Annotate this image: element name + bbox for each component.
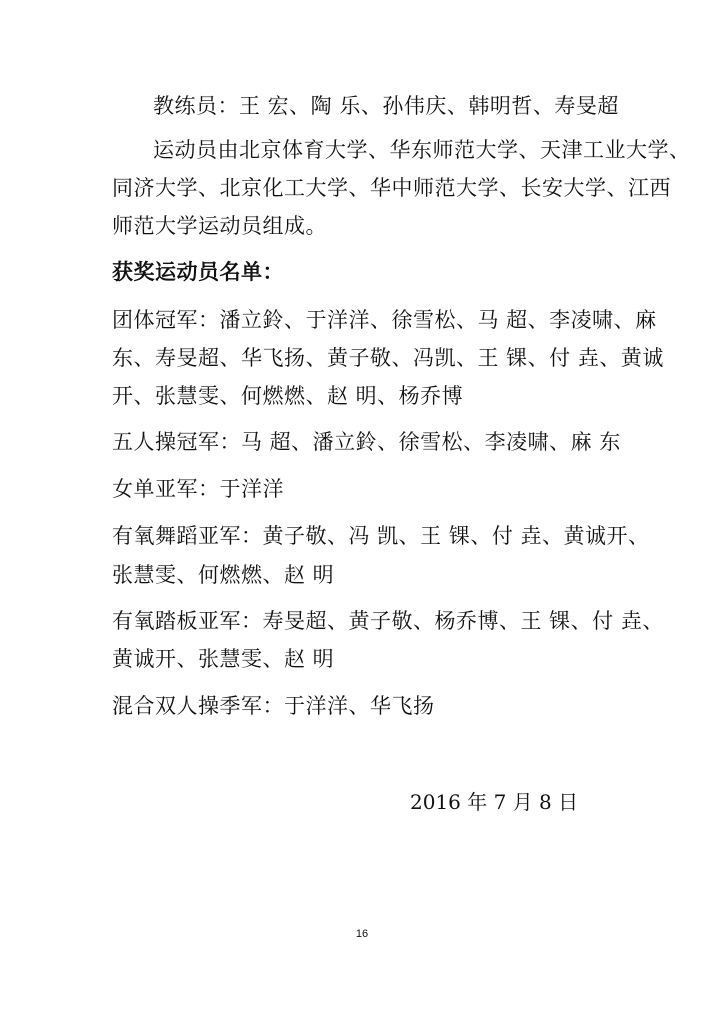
five-person-champion: 五人操冠军：马 超、潘立鈴、徐雪松、李凌啸、麻 东 [112,430,621,454]
women-single-runner-up: 女单亚军：于洋洋 [112,477,284,501]
athletes-intro-line-3: 师范大学运动员组成。 [112,214,327,238]
mixed-pair-third: 混合双人操季军：于洋洋、华飞扬 [112,694,435,718]
aerobic-dance-line-1: 有氧舞蹈亚军：黄子敬、冯 凯、王 锞、付 垚、黄诚开、 [112,524,650,548]
document-date: 2016 年 7 月 8 日 [410,790,579,814]
aerobic-step-line-1: 有氧踏板亚军：寿旻超、黄子敬、杨乔博、王 锞、付 垚、 [112,609,664,633]
aerobic-dance-line-2: 张慧雯、何燃燃、赵 明 [112,563,335,587]
coaches-line: 教练员：王 宏、陶 乐、孙伟庆、韩明哲、寿旻超 [153,94,619,118]
team-champion-line-1: 团体冠军：潘立鈴、于洋洋、徐雪松、马 超、李凌啸、麻 [112,308,657,332]
team-champion-line-3: 开、张慧雯、何燃燃、赵 明、杨乔博 [112,384,464,408]
page-number: 16 [355,928,369,940]
award-heading: 获奖运动员名单： [112,259,284,284]
athletes-intro-line-1: 运动员由北京体育大学、华东师范大学、天津工业大学、 [153,138,691,162]
team-champion-line-2: 东、寿旻超、华飞扬、黄子敬、冯凯、王 锞、付 垚、黄诚 [112,346,664,370]
athletes-intro-line-2: 同济大学、北京化工大学、华中师范大学、长安大学、江西 [112,176,671,200]
aerobic-step-line-2: 黄诚开、张慧雯、赵 明 [112,647,335,671]
